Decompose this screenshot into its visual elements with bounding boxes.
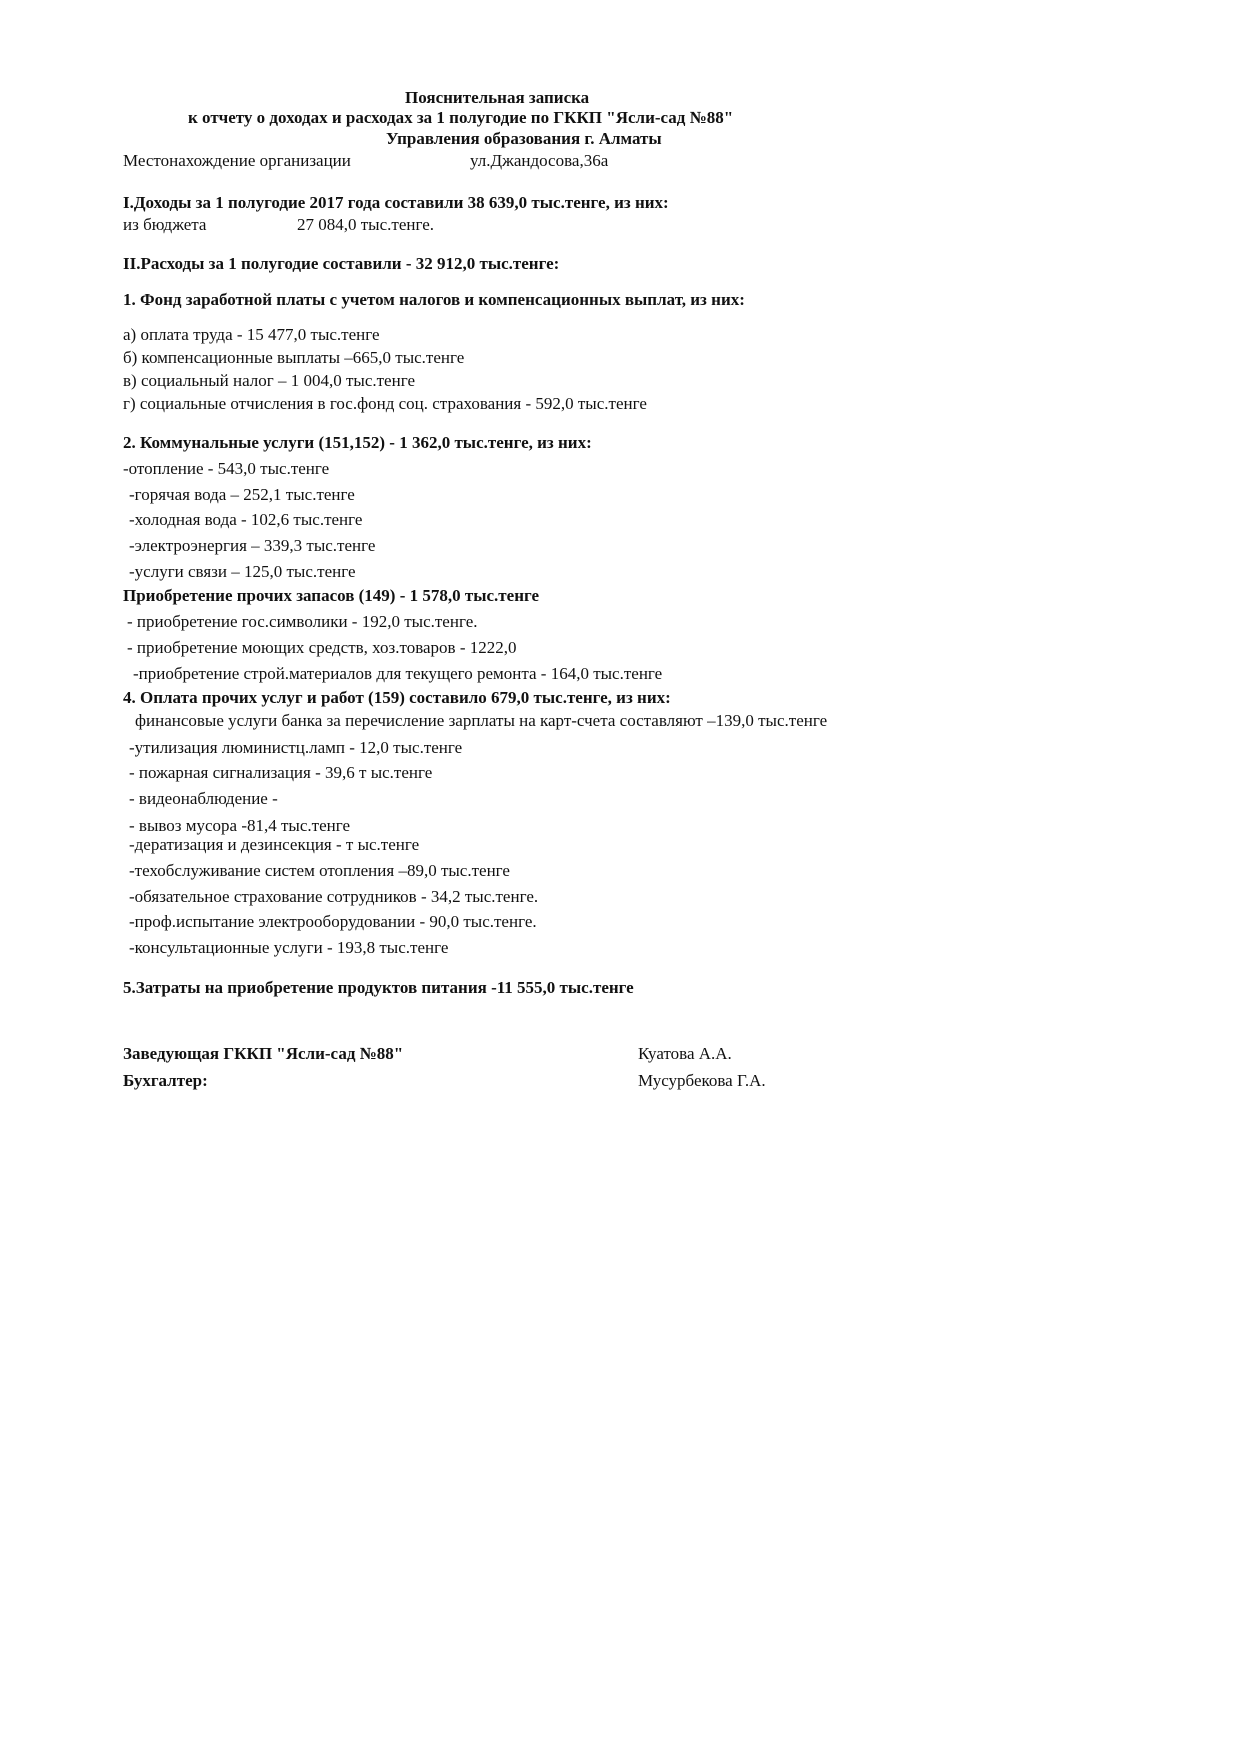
income-budget-label: из бюджета	[123, 215, 207, 234]
section2-item: -холодная вода - 102,6 тыс.тенге	[129, 510, 363, 529]
document-subtitle: к отчету о доходах и расходах за 1 полугодие по ГККП "Ясли-сад №88"	[188, 108, 734, 127]
section4-item: -проф.испытание электрооборудовании - 90,0 тыс.тенге.	[129, 912, 537, 931]
section4-item: - пожарная сигнализация - 39,6 т ыс.тенге	[129, 763, 433, 782]
section5-heading: 5.Затраты на приобретение продуктов питания -11 555,0 тыс.тенге	[123, 978, 634, 997]
section4-item: -техобслуживание систем отопления –89,0 тыс.тенге	[129, 861, 510, 880]
director-label: Заведующая ГККП "Ясли-сад №88"	[123, 1044, 404, 1063]
section1-heading: 1. Фонд заработной платы с учетом налогов и компенсационных выплат, из них:	[123, 290, 745, 309]
section1-item: в) социальный налог – 1 004,0 тыс.тенге	[123, 371, 415, 390]
section1-item: а) оплата труда - 15 477,0 тыс.тенге	[123, 325, 380, 344]
section1-item: б) компенсационные выплаты –665,0 тыс.тенге	[123, 348, 465, 367]
document-department: Управления образования г. Алматы	[386, 129, 662, 148]
section3-item: -приобретение строй.материалов для текущего ремонта - 164,0 тыс.тенге	[133, 664, 663, 683]
section2-heading: 2. Коммунальные услуги (151,152) - 1 362,0 тыс.тенге, из них:	[123, 433, 592, 452]
section3-item: - приобретение моющих средств, хоз.товаров - 1222,0	[127, 638, 517, 657]
section2-item: -услуги связи – 125,0 тыс.тенге	[129, 562, 356, 581]
section4-item: -дератизация и дезинсекция - т ыс.тенге	[129, 835, 420, 854]
expenses-heading: II.Расходы за 1 полугодие составили - 32 912,0 тыс.тенге:	[123, 254, 560, 273]
document-title: Пояснительная записка	[405, 88, 590, 107]
director-name: Куатова А.А.	[638, 1044, 732, 1063]
location-label: Местонахождение организации	[123, 151, 351, 170]
section4-item: - вывоз мусора -81,4 тыс.тенге	[129, 816, 351, 835]
section4-heading: 4. Оплата прочих услуг и работ (159) составило 679,0 тыс.тенге, из них:	[123, 688, 671, 707]
location-value: ул.Джандосова,36а	[470, 151, 609, 170]
income-heading: I.Доходы за 1 полугодие 2017 года составили 38 639,0 тыс.тенге, из них:	[123, 193, 669, 212]
section4-item: - видеонаблюдение -	[129, 789, 278, 808]
accountant-label: Бухгалтер:	[123, 1071, 208, 1090]
income-budget-value: 27 084,0 тыс.тенге.	[297, 215, 435, 234]
section4-item: -консультационные услуги - 193,8 тыс.тенге	[129, 938, 449, 957]
section4-item: -обязательное страхование сотрудников - 34,2 тыс.тенге.	[129, 887, 539, 906]
section3-item: - приобретение гос.символики - 192,0 тыс.тенге.	[127, 612, 478, 631]
section1-item: г) социальные отчисления в гос.фонд соц. страхования - 592,0 тыс.тенге	[123, 394, 647, 413]
accountant-name: Мусурбекова Г.А.	[638, 1071, 766, 1090]
section3-heading: Приобретение прочих запасов (149) - 1 578,0 тыс.тенге	[123, 586, 540, 605]
section2-item: -отопление - 543,0 тыс.тенге	[123, 459, 330, 478]
section2-item: -электроэнергия – 339,3 тыс.тенге	[129, 536, 376, 555]
section4-item: -утилизация люминистц.ламп - 12,0 тыс.тенге	[129, 738, 463, 757]
section2-item: -горячая вода – 252,1 тыс.тенге	[129, 485, 355, 504]
section4-item: финансовые услуги банка за перечисление зарплаты на карт-счета составляют –139,0 тыс.тенге	[135, 711, 828, 730]
